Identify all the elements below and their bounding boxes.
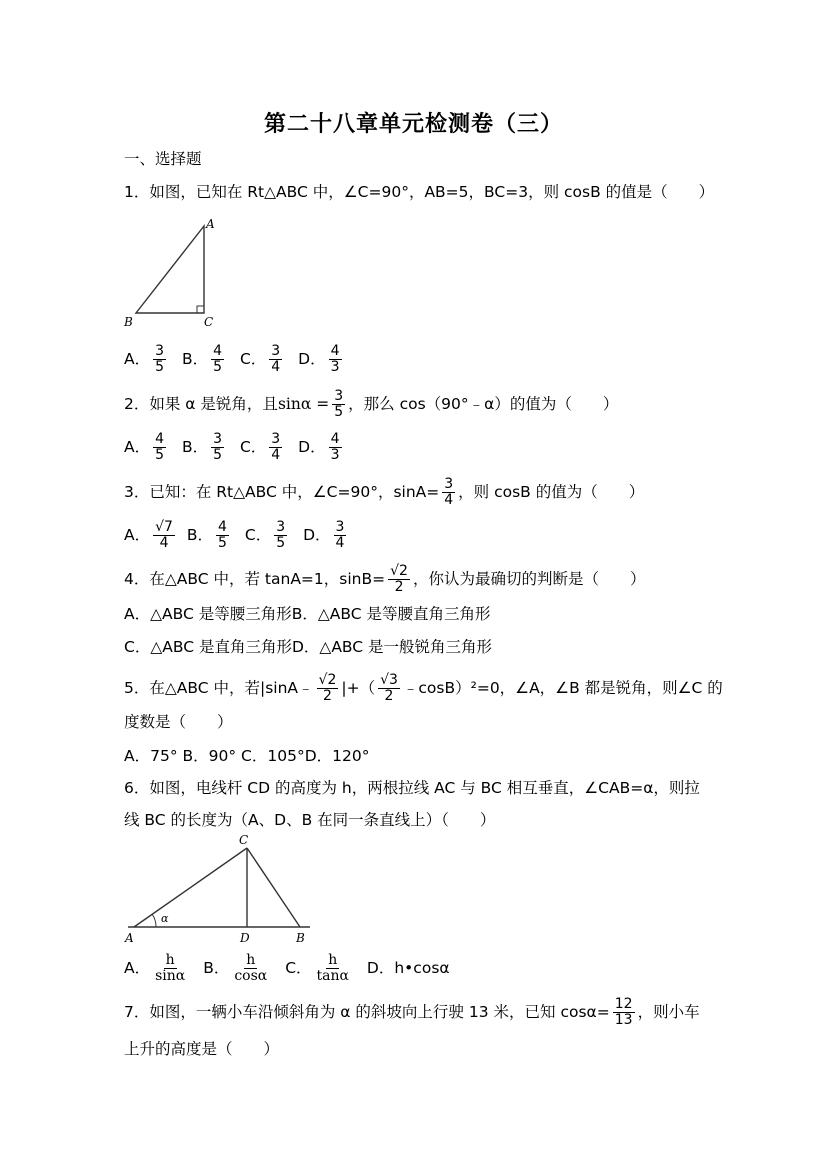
q6-wire-ac xyxy=(134,848,247,927)
q6-label-c: C xyxy=(239,833,249,847)
q6-option-a[interactable]: A． $\frac{h}{\sin\alpha}$ xyxy=(124,952,186,984)
q6-pole-figure xyxy=(120,832,320,948)
q6-wire-bc xyxy=(247,848,300,927)
question-4-options-line-2[interactable]: C．△ABC 是直角三角形D．△ABC 是一般锐角三角形 xyxy=(124,638,493,656)
q6-label-d: D xyxy=(240,931,250,945)
question-1-stem: 1．如图，已知在 Rt△ABC 中，∠C=90°，AB=5，BC=3，则 cosB 的值是（ ） xyxy=(124,183,715,201)
q1-option-d[interactable]: D． $\frac{4}{3}$ xyxy=(298,343,340,375)
q1-label-c: C xyxy=(204,315,214,329)
q1-option-b[interactable]: B． $\frac{4}{5}$ xyxy=(181,343,223,375)
question-1-options xyxy=(124,344,345,375)
q2-option-c[interactable]: C． $\frac{3}{4}$ xyxy=(239,431,281,463)
q1-right-angle-mark xyxy=(197,306,204,313)
section-heading: 一、选择题 xyxy=(124,150,202,168)
q3-option-c[interactable]: C． $\frac{3}{5}$ xyxy=(244,519,286,551)
question-6-options xyxy=(124,953,450,984)
page-title: 第二十八章单元检测卷（三） xyxy=(263,112,563,137)
q1-label-b: B xyxy=(124,315,133,329)
q6-option-d[interactable]: D．h•cosα xyxy=(366,959,450,977)
q6-angle-arc xyxy=(152,914,156,927)
q3-option-a[interactable]: A． $\frac{√7}{4}$ xyxy=(124,519,173,551)
question-4-stem: 4．在△ABC 中，若 tanA=1，sinB= $\frac{√2}{2}$ ，你认为最确切的判断是（ ） xyxy=(124,563,646,595)
q3-option-b[interactable]: B． $\frac{4}{5}$ xyxy=(186,519,227,551)
q1-triangle-figure xyxy=(120,216,230,331)
q6-option-b[interactable]: B． $\frac{h}{\cos\alpha}$ xyxy=(203,952,268,984)
question-2-stem: 2．如果 α 是锐角，且sinα = $\frac{3}{5}$ ，那么 cos（90°﹣α）的值为（ ） xyxy=(124,388,619,420)
q1-option-a[interactable]: A． $\frac{3}{5}$ xyxy=(124,343,165,375)
q6-label-b: B xyxy=(296,931,305,945)
question-4-options-line-1[interactable]: A．△ABC 是等腰三角形B．△ABC 是等腰直角三角形 xyxy=(124,605,491,623)
q2-option-a[interactable]: A． $\frac{4}{5}$ xyxy=(124,431,165,463)
question-5-options[interactable]: A．75° B．90° C．105°D．120° xyxy=(124,747,370,765)
q3-option-d[interactable]: D． $\frac{3}{4}$ xyxy=(303,519,345,551)
q2-option-b[interactable]: B． $\frac{3}{5}$ xyxy=(181,431,223,463)
question-2-options xyxy=(124,432,345,463)
q1-option-c[interactable]: C． $\frac{3}{4}$ xyxy=(239,343,281,375)
question-5-stem-line-2: 度数是（ ） xyxy=(124,713,233,731)
question-6-stem-line-1: 6．如图，电线杆 CD 的高度为 h，两根拉线 AC 与 BC 相互垂直，∠CAB=α，则拉 xyxy=(124,779,700,797)
question-3-stem: 3．已知：在 Rt△ABC 中，∠C=90°，sinA= $\frac{3}{4}$ ，则 cosB 的值为（ ） xyxy=(124,476,645,508)
q6-label-a: A xyxy=(125,931,134,945)
q1-triangle xyxy=(136,226,204,313)
q6-option-c[interactable]: C． $\frac{h}{\tan\alpha}$ xyxy=(285,952,349,984)
q6-label-alpha: α xyxy=(161,912,169,925)
question-6-stem-line-2: 线 BC 的长度为（A、D、B 在同一条直线上）（ ） xyxy=(124,811,496,829)
question-7-stem: 7．如图，一辆小车沿倾斜角为 α 的斜坡向上行驶 13 米，已知 cosα= $\frac{12}{13}$ ，则小车 xyxy=(124,996,700,1028)
question-5-stem: 5．在△ABC 中，若|sinA﹣ $\frac{√2}{2}$ |+（ $\frac{√3}{2}$ ﹣cosB）²=0，∠A，∠B 都是锐角，则∠C 的 xyxy=(124,672,723,704)
question-7-stem-line-2: 上升的高度是（ ） xyxy=(124,1040,280,1058)
q1-label-a: A xyxy=(206,217,215,231)
question-3-options xyxy=(124,520,349,551)
q2-option-d[interactable]: D． $\frac{4}{3}$ xyxy=(298,431,340,463)
